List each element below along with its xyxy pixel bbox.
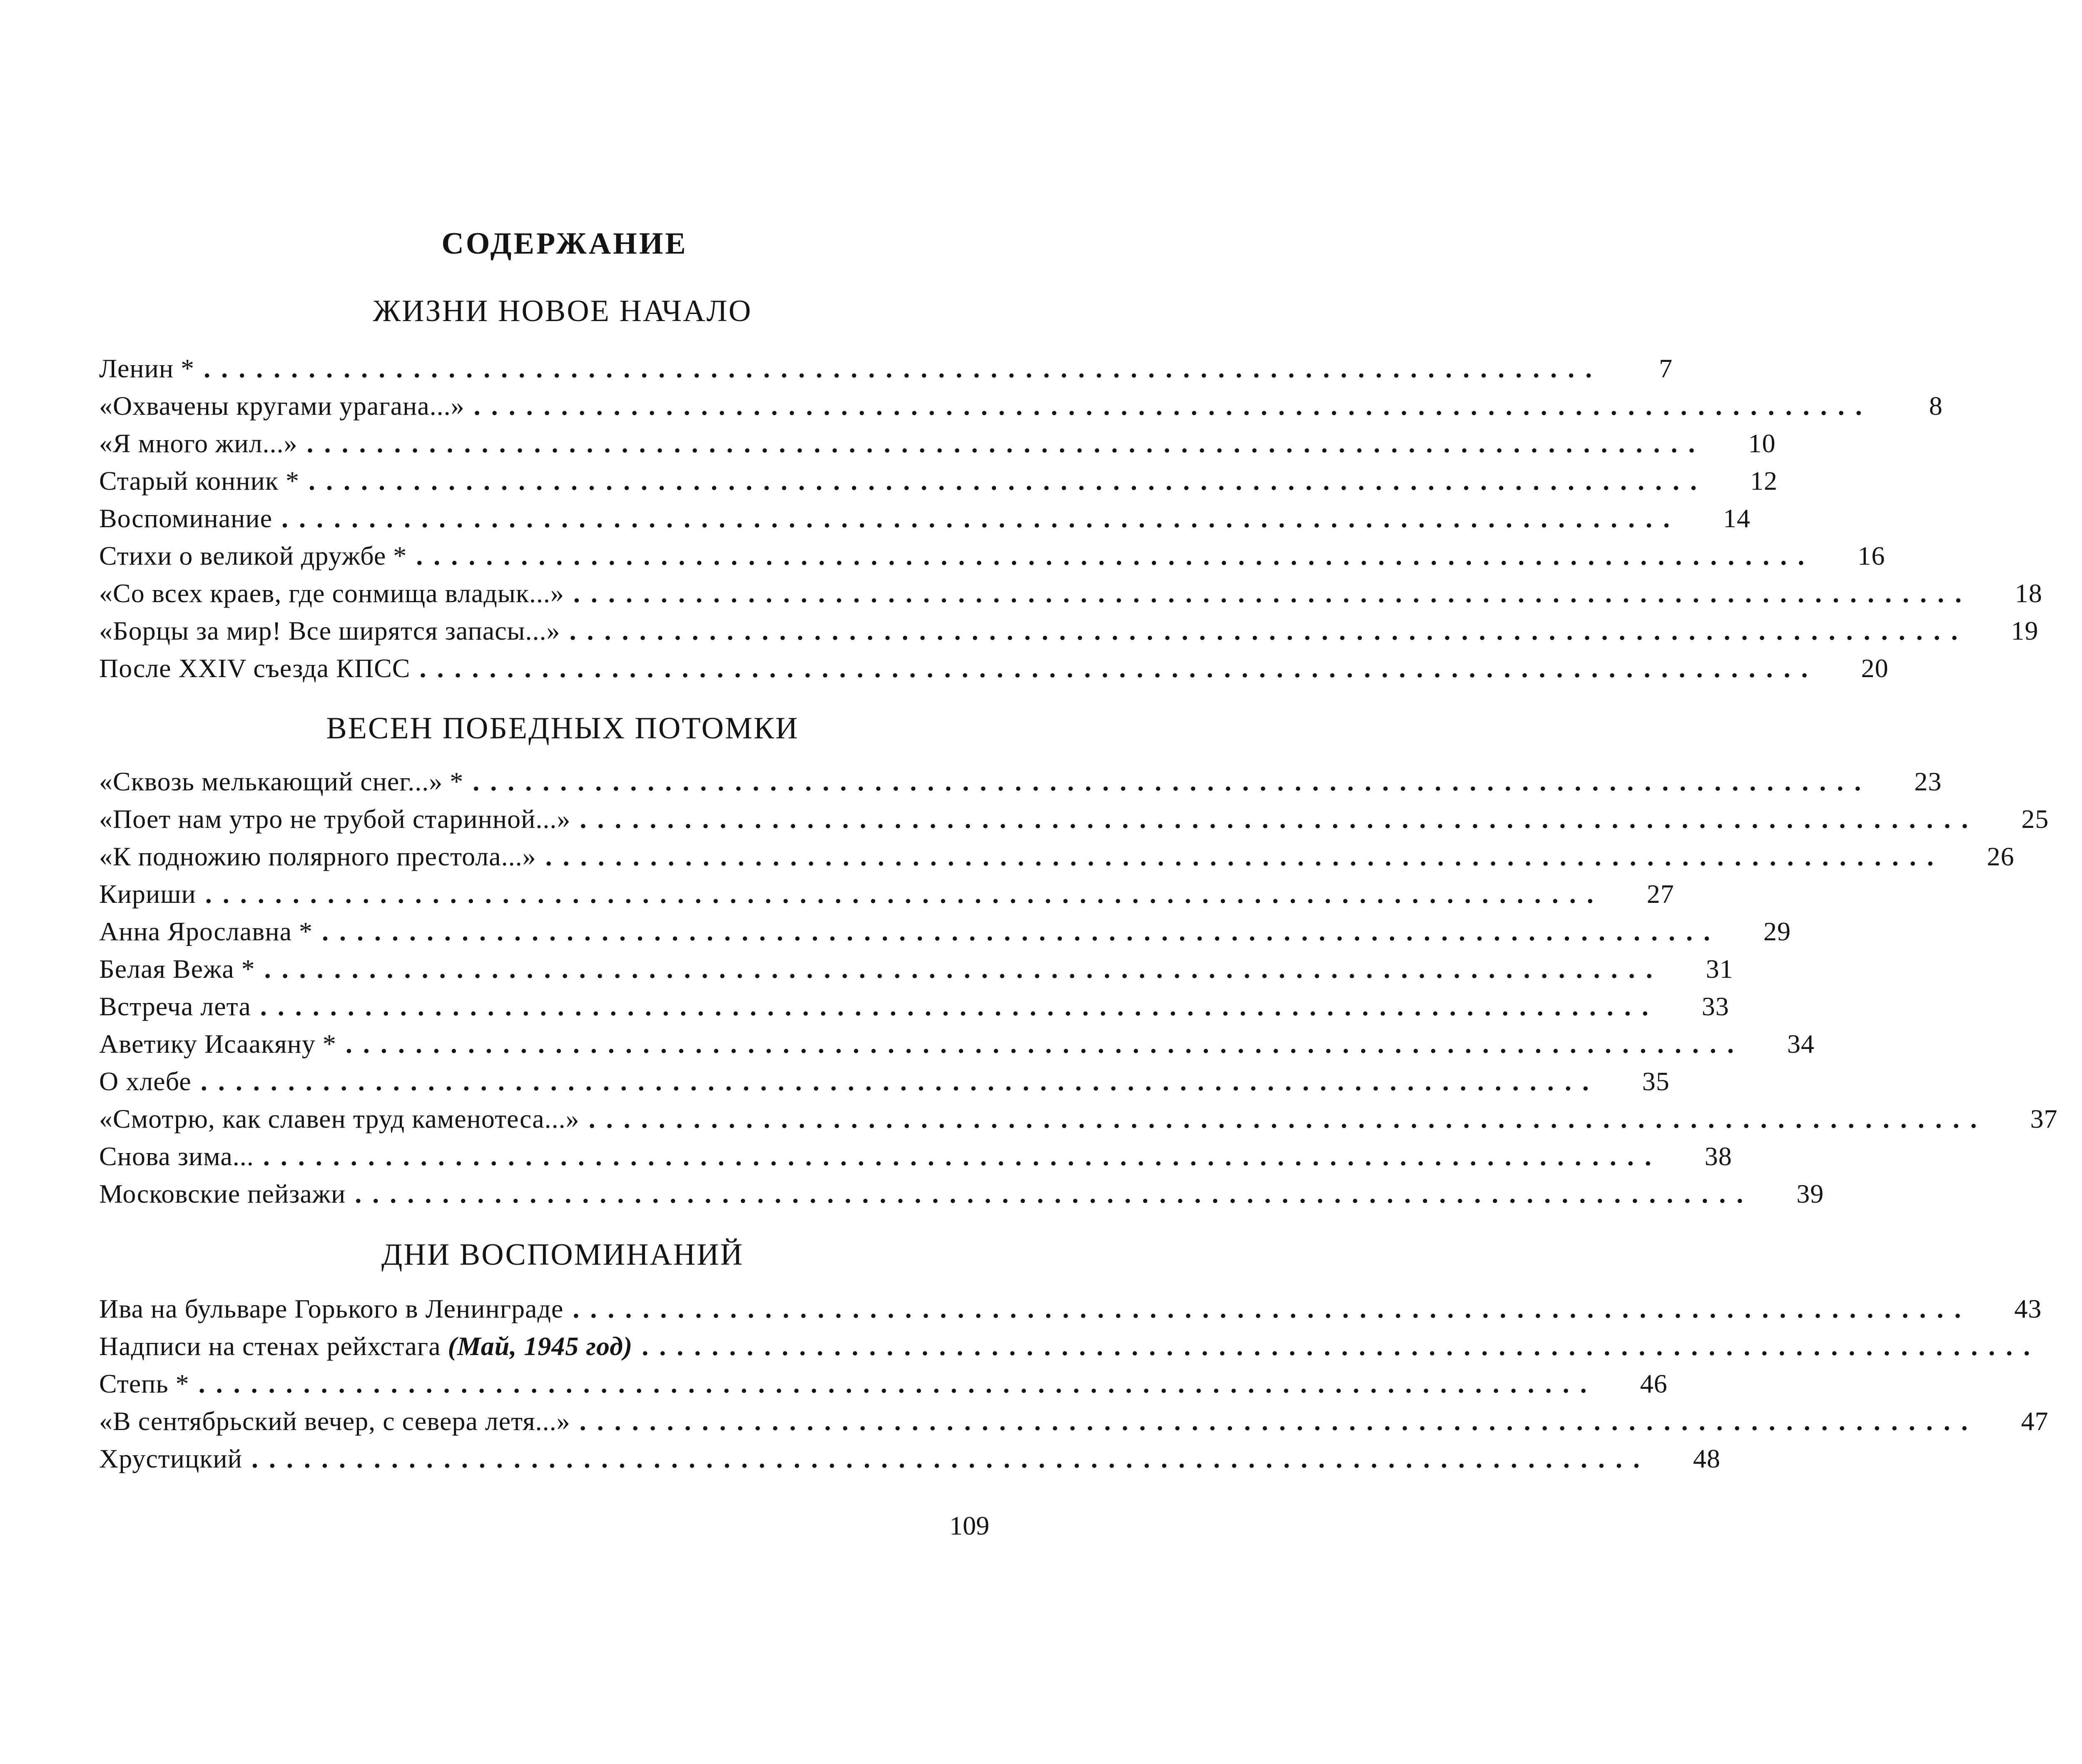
dot-leader: ................................................................................	[355, 1179, 1754, 1208]
toc-entry-page: 37	[2030, 1104, 2058, 1134]
toc-entry-page: 29	[1763, 917, 1791, 946]
toc-entry-title	[99, 881, 196, 907]
toc-entry-title-text: «Поет нам утро не трубой старинной...»	[99, 804, 571, 834]
section-title: ДНИ ВОСПОМИНАНИЙ	[381, 1238, 744, 1272]
toc-entry-title-text: Анна Ярославна *	[99, 917, 313, 946]
toc-entry-title	[99, 618, 560, 644]
dot-leader: ................................................................................	[416, 541, 1816, 571]
toc-entry-page: 47	[2021, 1406, 2049, 1436]
toc-entry-title-text: Ленин *	[99, 354, 195, 383]
toc-entry	[99, 1138, 1732, 1175]
toc-entry-title	[99, 1370, 189, 1397]
toc-entry-title	[99, 580, 564, 607]
toc-entry-title	[99, 1333, 633, 1360]
toc-entry	[99, 1440, 1721, 1477]
dot-leader: ................................................................................	[205, 879, 1604, 909]
toc-entry-page: 31	[1706, 954, 1733, 984]
toc-entry	[99, 387, 1943, 425]
toc-entry-title	[99, 655, 410, 682]
toc-entry	[99, 575, 2042, 612]
toc-entry-title-text: «Борцы за мир! Все ширятся запасы...»	[99, 616, 560, 645]
toc-entry-page: 33	[1701, 992, 1729, 1021]
dot-leader: ................................................................................	[322, 917, 1721, 946]
dot-leader: ................................................................................	[281, 503, 1681, 533]
dot-leader: ................................................................................	[642, 1331, 2041, 1361]
dot-leader: ................................................................................	[579, 1406, 1979, 1436]
toc-entry-title-text: Надписи на стенах рейхстага	[99, 1331, 441, 1361]
toc-entry	[99, 500, 1751, 537]
dot-leader: ................................................................................	[545, 842, 1945, 871]
toc-entry-title	[99, 1445, 242, 1472]
toc-entry-page: 23	[1914, 767, 1942, 796]
toc-entry-page: 43	[2014, 1294, 2042, 1323]
dot-leader: ................................................................................	[260, 992, 1659, 1021]
toc-entry-title-text: Ива на бульваре Горького в Ленинграде	[99, 1294, 564, 1323]
toc-entry-title-text: Хрустицкий	[99, 1444, 242, 1473]
toc-entry-page: 12	[1750, 466, 1778, 496]
toc-entry	[99, 1403, 2049, 1440]
toc-entry	[99, 800, 2049, 838]
dot-leader: ................................................................................	[419, 653, 1819, 683]
toc-entry-title-text: «Охвачены кругами урагана...»	[99, 391, 465, 421]
toc-entry-page: 35	[1642, 1066, 1670, 1096]
toc-entry-title	[99, 918, 313, 945]
section-title: ВЕСЕН ПОБЕДНЫХ ПОТОМКИ	[326, 711, 799, 745]
section-title: ЖИЗНИ НОВОЕ НАЧАЛО	[373, 294, 752, 328]
toc-entry-page: 27	[1646, 879, 1674, 909]
toc-entry-title-text: «Сквозь мелькающий снег...» *	[99, 767, 464, 796]
toc-entry-title-text: Степь *	[99, 1369, 189, 1398]
toc-entry	[99, 1175, 1824, 1213]
toc-entry-title-text: Кириши	[99, 879, 196, 909]
toc-entry	[99, 650, 1889, 687]
toc-list	[99, 763, 2058, 1213]
toc-list	[99, 1290, 2049, 1477]
toc-entry-title	[99, 468, 299, 494]
toc-entry-page: 10	[1748, 429, 1776, 458]
dot-leader: ................................................................................	[308, 466, 1708, 496]
page-number: 109	[949, 1511, 989, 1540]
toc-entry-title	[99, 1181, 346, 1207]
dot-leader: ................................................................................	[580, 804, 1979, 834]
toc-entry-title-text: «Со всех краев, где сонмища владык...»	[99, 578, 564, 608]
dot-leader: ................................................................................	[473, 391, 1873, 421]
toc-entry-title	[99, 1106, 580, 1132]
toc-entry	[99, 988, 1729, 1025]
toc-entry	[99, 462, 1778, 500]
toc-entry-title	[99, 768, 463, 795]
dot-leader: ................................................................................	[345, 1029, 1745, 1059]
toc-entry-page: 18	[2015, 578, 2042, 608]
toc-entry-title	[99, 393, 465, 419]
toc-entry-page: 48	[1693, 1444, 1721, 1473]
toc-entry-page: 39	[1796, 1179, 1824, 1208]
toc-entry-title-text: Встреча лета	[99, 992, 251, 1021]
toc-entry-page: 25	[2021, 804, 2049, 834]
dot-leader: ................................................................................	[473, 767, 1872, 796]
toc-entry-title-text: Московские пейзажи	[99, 1179, 346, 1208]
toc-entry	[99, 1290, 2042, 1328]
dot-leader: ................................................................................	[569, 616, 1969, 645]
toc-entry-title	[99, 843, 536, 870]
page-title: СОДЕРЖАНИЕ	[441, 227, 688, 261]
toc-entry-page	[2048, 1333, 2082, 1360]
dot-leader: ................................................................................	[204, 354, 1603, 383]
toc-entry-page: 8	[1929, 391, 1943, 421]
toc-entry	[99, 913, 1791, 950]
toc-entry-title-text: Стихи о великой дружбе *	[99, 541, 407, 571]
toc-entry-page: 16	[1858, 541, 1885, 571]
toc-entry	[99, 425, 1776, 462]
toc-entry	[99, 838, 2015, 875]
toc-entry-title	[99, 806, 570, 832]
toc-entry-title	[99, 505, 272, 532]
toc-entry-title	[99, 1296, 563, 1322]
toc-entry	[99, 537, 1885, 575]
toc-entry	[99, 1100, 2058, 1138]
toc-entry-page: 26	[1987, 842, 2015, 871]
dot-leader: ................................................................................	[264, 954, 1664, 984]
toc-entry	[99, 1328, 2041, 1365]
toc-entry-page: 38	[1704, 1141, 1732, 1171]
toc-entry-title-text: После XXIV съезда КПСС	[99, 653, 411, 683]
toc-entry-title-text: Белая Вежа *	[99, 954, 255, 984]
toc-entry	[99, 763, 1942, 800]
toc-entry	[99, 1063, 1670, 1100]
dot-leader: ................................................................................	[573, 1294, 1972, 1323]
toc-entry-page: 34	[1787, 1029, 1815, 1059]
toc-entry-page: 19	[2011, 616, 2039, 645]
toc-entry-title-text: «Я много жил...»	[99, 429, 298, 458]
toc-entry-title	[99, 993, 251, 1020]
dot-leader: ................................................................................	[251, 1444, 1651, 1473]
toc-entry-title	[99, 430, 298, 457]
toc-entry-page: 46	[1640, 1369, 1668, 1398]
toc-list	[99, 350, 2042, 687]
toc-entry-note: (Май, 1945 год)	[448, 1331, 633, 1361]
toc-entry	[99, 1025, 1815, 1063]
toc-entry-title	[99, 1031, 336, 1057]
toc-entry-title	[99, 1143, 254, 1170]
toc-entry-title-text: «К подножию полярного престола...»	[99, 842, 536, 871]
dot-leader: ................................................................................	[263, 1141, 1662, 1171]
dot-leader: ................................................................................	[198, 1369, 1598, 1398]
toc-entry-title-text: Воспоминание	[99, 503, 273, 533]
toc-entry	[99, 875, 1674, 913]
toc-entry	[99, 350, 1673, 387]
toc-entry-title	[99, 1408, 570, 1435]
toc-entry-page: 20	[1861, 653, 1889, 683]
toc-entry-title-text: Старый конник *	[99, 466, 299, 496]
toc-entry-page: 14	[1723, 503, 1751, 533]
toc-entry-title-text: Аветику Исаакяну *	[99, 1029, 336, 1059]
toc-entry-page: 7	[1659, 354, 1673, 383]
dot-leader: ................................................................................	[200, 1066, 1600, 1096]
toc-entry-title-text: О хлебе	[99, 1066, 192, 1096]
toc-entry	[99, 1365, 1668, 1403]
toc-entry-title-text: «Смотрю, как славен труд каменотеса...»	[99, 1104, 580, 1134]
toc-entry-title	[99, 1068, 192, 1095]
toc-entry-title-text: Снова зима...	[99, 1141, 254, 1171]
toc-entry-title	[99, 355, 194, 382]
dot-leader: ................................................................................	[573, 578, 1972, 608]
toc-entry-title	[99, 543, 407, 569]
dot-leader: ................................................................................	[588, 1104, 1988, 1134]
toc-entry-title	[99, 956, 255, 982]
toc-entry	[99, 950, 1733, 988]
toc-entry	[99, 612, 2039, 650]
toc-entry-title-text: «В сентябрьский вечер, с севера летя...»	[99, 1406, 570, 1436]
dot-leader: ................................................................................	[306, 429, 1706, 458]
